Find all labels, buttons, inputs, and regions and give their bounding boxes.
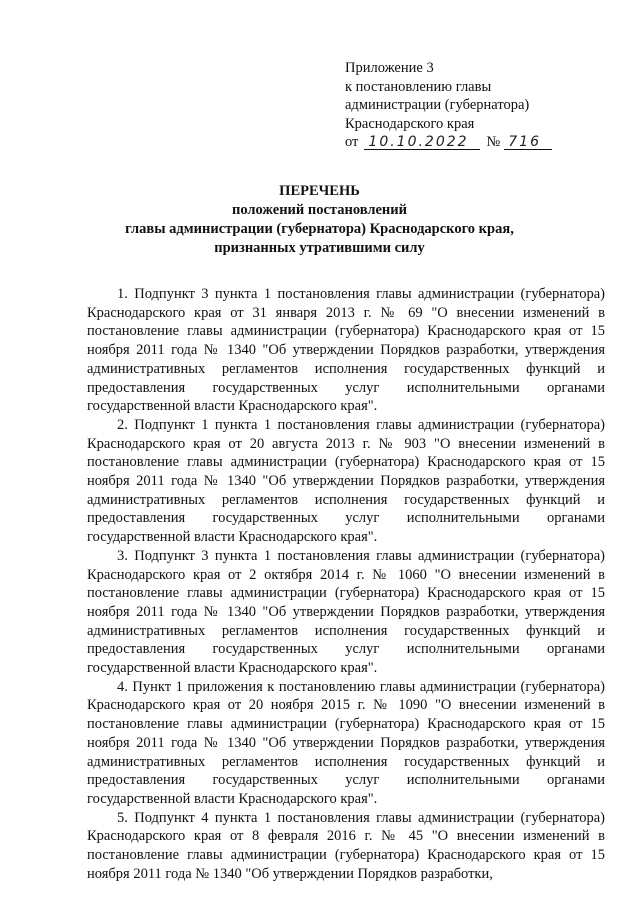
date-prefix: от: [345, 134, 359, 150]
attachment-line: администрации (губернатора): [345, 97, 530, 113]
attachment-line: Приложение 3: [345, 60, 434, 76]
list-item: 2. Подпункт 1 пункта 1 постановления главы администрации (губернатора) Краснодарского края от 20 августа 2013 г. № 903 "О внесении изменений в постановление главы администрации (губернатора) Краснодарского края от 15 ноября 2011 года № 1340 "Об утверждении Порядков разработки, утверждения административных регламентов исполнения государственных функций и предоставления государственных услуг исполнительными органами государственной власти Краснодарского края".: [87, 416, 605, 546]
list-item: 4. Пункт 1 приложения к постановлению главы администрации (губернатора) Краснодарского края от 20 ноября 2015 г. № 1090 "О внесении изменений в постановление главы администрации (губернатора) Краснодарского края от 15 ноября 2011 года № 1340 "Об утверждении Порядков разработки, утверждения административных регламентов исполнения государственных функций и предоставления государственных услуг исполнительными органами государственной власти Краснодарского края".: [87, 678, 605, 807]
title-line: признанных утратившими силу: [214, 240, 425, 256]
list-item: 3. Подпункт 3 пункта 1 постановления главы администрации (губернатора) Краснодарского края от 2 октября 2014 г. № 1060 "О внесении изменений в постановление главы администрации (губернатора) Краснодарского края от 15 ноября 2011 года № 1340 "Об утверждении Порядков разработки, утверждения административных регламентов исполнения государственных функций и предоставления государственных услуг исполнительными органами государственной власти Краснодарского края".: [87, 547, 605, 677]
attachment-block: [345, 59, 552, 152]
attachment-line: Краснодарского края: [345, 115, 475, 132]
number-label: №: [486, 134, 501, 150]
date-value: 10.10.2022: [364, 135, 480, 150]
list-item: 5. Подпункт 4 пункта 1 постановления главы администрации (губернатора) Краснодарского края от 8 февраля 2016 г. № 45 "О внесении изменений в постановление главы администрации (губернатора) Краснодарского края от 15 ноября 2011 года № 1340 "Об утверждении Порядков разработки,: [87, 809, 605, 882]
date-number-row: [345, 133, 552, 152]
document-body: [87, 285, 605, 884]
list-item: 1. Подпункт 3 пункта 1 постановления главы администрации (губернатора) Краснодарского края от 31 января 2013 г. № 69 "О внесении изменений в постановление главы администрации (губернатора) Краснодарского края от 15 ноября 2011 года № 1340 "Об утверждении Порядков разработки, утверждения административных регламентов исполнения государственных функций и предоставления государственных услуг исполнительными органами государственной власти Краснодарского края".: [87, 286, 605, 415]
attachment-line: к постановлению главы: [345, 78, 492, 95]
title-line: главы администрации (губернатора) Краснодарского края,: [125, 221, 514, 237]
document-title: [0, 182, 639, 258]
title-line: положений постановлений: [232, 202, 407, 218]
number-value: 716: [504, 135, 552, 150]
title-heading: ПЕРЕЧЕНЬ: [279, 183, 360, 199]
